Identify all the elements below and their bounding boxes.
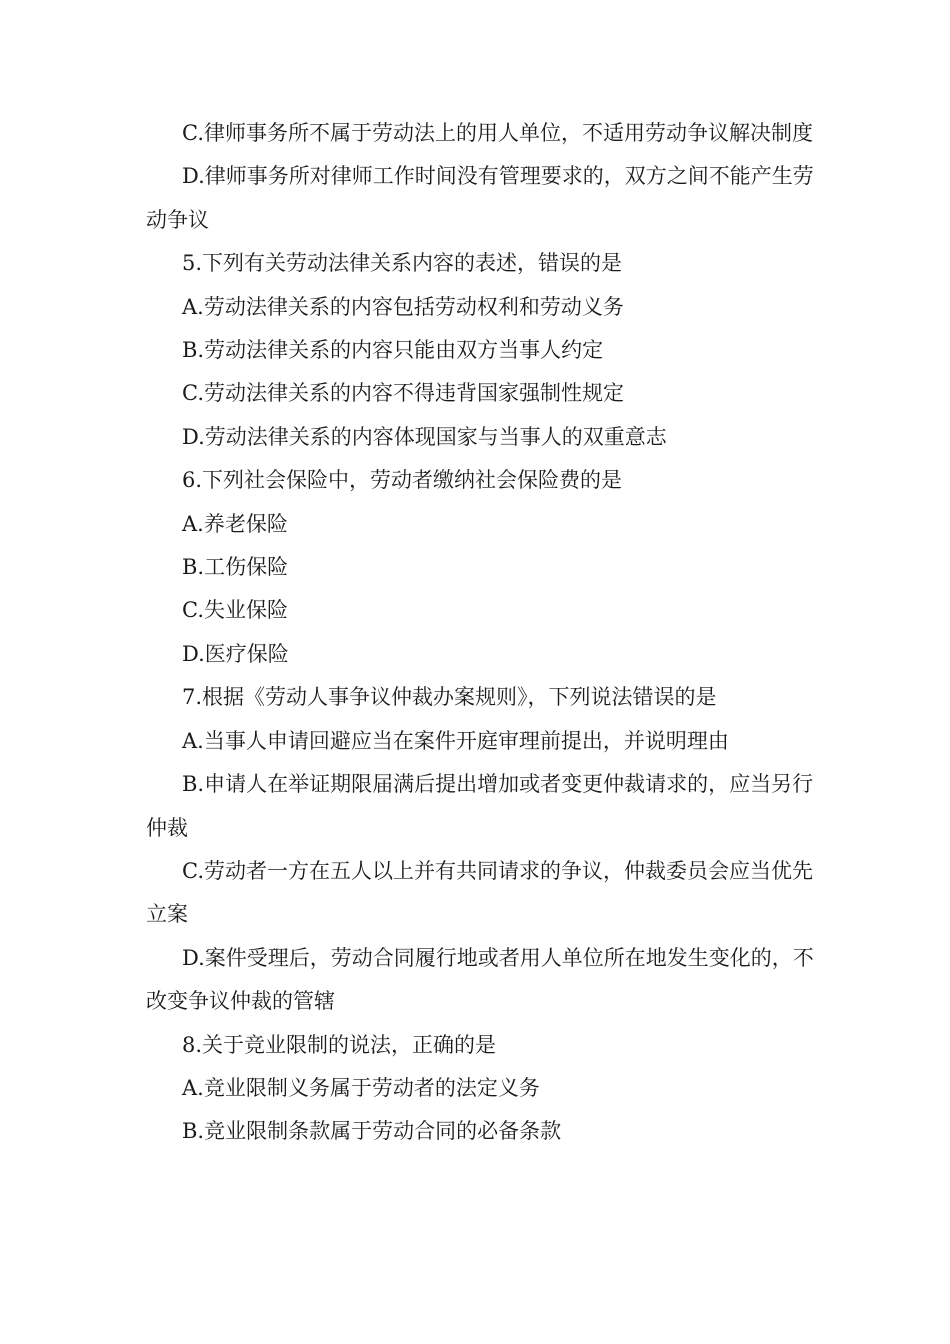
- option-a-q5: A.劳动法律关系的内容包括劳动权利和劳动义务: [182, 294, 624, 319]
- option-b-q5: B.劳动法律关系的内容只能由双方当事人约定: [182, 338, 604, 363]
- option-c-q4: C.律师事务所不属于劳动法上的用人单位，不适用劳动争议解决制度: [182, 121, 813, 145]
- option-b-q8: B.竞业限制条款属于劳动合同的必备条款: [182, 1119, 562, 1144]
- document-body: [146, 112, 826, 1154]
- option-a-q7: A.当事人申请回避应当在案件开庭审理前提出，并说明理由: [182, 728, 729, 753]
- option-a-q6: A.养老保险: [182, 511, 288, 536]
- option-d-q6: D.医疗保险: [182, 641, 289, 666]
- option-d-q5: D.劳动法律关系的内容体现国家与当事人的双重意志: [182, 424, 667, 449]
- option-c-q5: C.劳动法律关系的内容不得违背国家强制性规定: [182, 381, 624, 406]
- question-5: 5.下列有关劳动法律关系内容的表述，错误的是: [182, 251, 623, 276]
- question-8: 8.关于竞业限制的说法，正确的是: [182, 1032, 497, 1057]
- question-7: 7.根据《劳动人事争议仲裁办案规则》，下列说法错误的是: [182, 685, 717, 710]
- option-d-q7: D.案件受理后，劳动合同履行地或者用人单位所在地发生变化的，不改变争议仲裁的管辖: [146, 945, 814, 1014]
- option-b-q6: B.工伤保险: [182, 555, 289, 580]
- option-a-q8: A.竞业限制义务属于劳动者的法定义务: [182, 1075, 540, 1100]
- option-c-q7: C.劳动者一方在五人以上并有共同请求的争议，仲裁委员会应当优先立案: [146, 858, 813, 927]
- question-6: 6.下列社会保险中，劳动者缴纳社会保险费的是: [182, 468, 623, 493]
- option-b-q7: B.申请人在举证期限届满后提出增加或者变更仲裁请求的，应当另行仲裁: [146, 772, 814, 840]
- option-c-q6: C.失业保险: [182, 598, 288, 623]
- option-d-q4: D.律师事务所对律师工作时间没有管理要求的，双方之间不能产生劳动争议: [146, 164, 814, 232]
